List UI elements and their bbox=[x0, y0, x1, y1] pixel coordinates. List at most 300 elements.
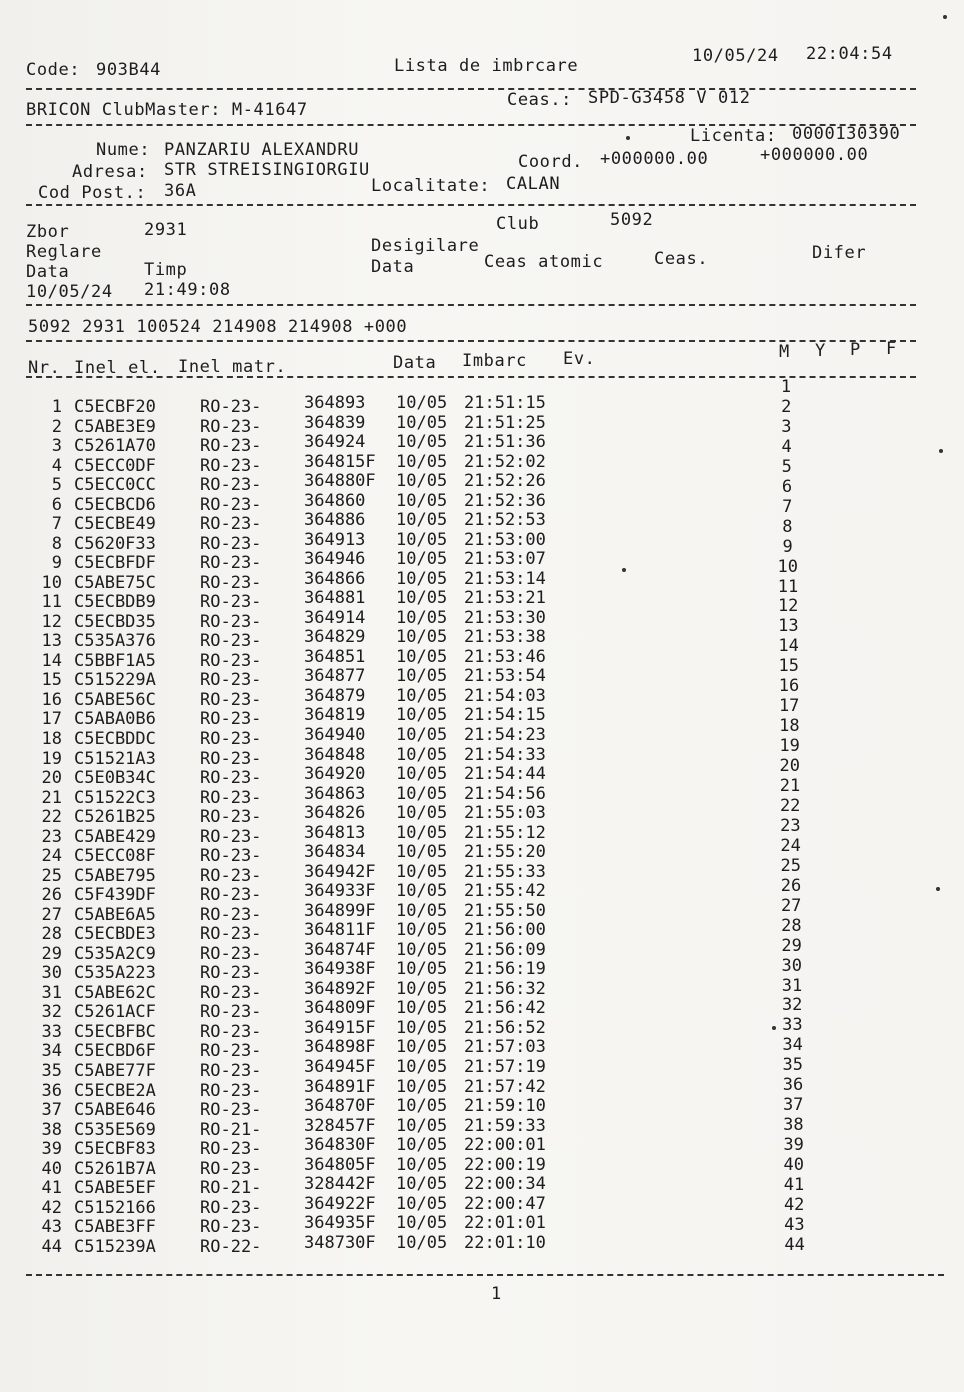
inel-el-cell: C5ECBE49 bbox=[74, 514, 156, 535]
inel-el-cell: C5ABE6A5 bbox=[74, 904, 156, 925]
nr-cell: 37 bbox=[41, 1100, 62, 1121]
ring-number-cell: 364851 bbox=[304, 646, 366, 667]
counter-value: 39 bbox=[783, 1135, 804, 1156]
inel-matr-cell: RO-23- bbox=[200, 1021, 262, 1042]
inel-el-cell: C51521A3 bbox=[74, 748, 156, 769]
ring-number-cell: 328457F bbox=[304, 1115, 376, 1136]
date-cell: 10/05 bbox=[396, 588, 448, 609]
counter-value: 32 bbox=[781, 995, 803, 1016]
nume-value: PANZARIU ALEXANDRU bbox=[164, 140, 360, 160]
nr-cell: 16 bbox=[41, 689, 62, 710]
nr-cell: 42 bbox=[41, 1197, 62, 1218]
time-cell: 21:56:32 bbox=[464, 978, 546, 999]
counter-value: 20 bbox=[779, 756, 801, 777]
counter-value: 35 bbox=[782, 1055, 804, 1076]
inel-el-cell: C5ABE5EF bbox=[74, 1178, 156, 1199]
codpost-label: Cod Post.: bbox=[38, 183, 147, 203]
inel-matr-cell: RO-23- bbox=[200, 1197, 262, 1218]
time-cell: 21:57:19 bbox=[464, 1057, 546, 1078]
date-cell: 10/05 bbox=[396, 646, 448, 667]
date-cell: 10/05 bbox=[396, 412, 448, 433]
device-brand: BRICON ClubMaster: M-41647 bbox=[26, 100, 308, 120]
col-data: Data bbox=[393, 353, 437, 373]
time-cell: 21:53:07 bbox=[464, 549, 546, 570]
counter-value: 12 bbox=[777, 596, 799, 617]
inel-el-cell: C5ABE795 bbox=[74, 865, 156, 886]
time-cell: 22:00:47 bbox=[464, 1193, 546, 1214]
inel-el-cell: C515239A bbox=[74, 1236, 156, 1257]
ring-number-cell: 328442F bbox=[304, 1174, 376, 1195]
ring-number-cell: 364813 bbox=[304, 822, 366, 843]
nr-cell: 5 bbox=[51, 475, 62, 496]
ceas-label: Ceas. bbox=[654, 249, 709, 269]
nr-cell: 23 bbox=[41, 826, 62, 847]
date-cell: 10/05 bbox=[396, 607, 448, 628]
counter-value: 34 bbox=[782, 1035, 803, 1056]
inel-matr-cell: RO-23- bbox=[200, 397, 262, 417]
inel-matr-cell: RO-23- bbox=[200, 1139, 262, 1160]
date-cell: 10/05 bbox=[396, 978, 448, 999]
inel-matr-cell: RO-23- bbox=[200, 729, 262, 750]
date-cell: 10/05 bbox=[396, 920, 448, 941]
inel-el-cell: C5F439DF bbox=[74, 885, 156, 906]
inel-matr-cell: RO-23- bbox=[200, 768, 262, 789]
nr-cell: 15 bbox=[41, 670, 62, 691]
ring-number-cell: 364877 bbox=[304, 666, 366, 687]
date-cell: 10/05 bbox=[396, 1115, 448, 1136]
time-cell: 21:54:33 bbox=[464, 744, 546, 765]
printer-dot bbox=[939, 449, 943, 453]
inel-el-cell: C5ECC08F bbox=[74, 846, 156, 867]
date-cell: 10/05 bbox=[396, 803, 448, 824]
time-cell: 22:01:10 bbox=[464, 1232, 546, 1253]
time-cell: 21:54:23 bbox=[464, 725, 546, 746]
divider bbox=[26, 304, 916, 306]
inel-matr-cell: RO-23- bbox=[200, 514, 262, 535]
inel-matr-cell: RO-23- bbox=[200, 826, 262, 847]
nr-cell: 31 bbox=[41, 982, 62, 1003]
col-y: Y bbox=[815, 341, 826, 361]
counter-value: 41 bbox=[783, 1175, 805, 1195]
time-cell: 21:53:14 bbox=[464, 568, 546, 589]
date-cell: 10/05 bbox=[396, 900, 448, 921]
time-cell: 21:53:38 bbox=[464, 627, 546, 648]
counter-value: 1 bbox=[780, 377, 792, 397]
inel-el-cell: C5ECBE2A bbox=[74, 1080, 156, 1101]
time-cell: 21:52:26 bbox=[464, 471, 546, 492]
time-cell: 21:59:10 bbox=[464, 1096, 546, 1117]
inel-el-cell: C5ECBDE3 bbox=[74, 924, 156, 945]
counter-value: 9 bbox=[782, 536, 793, 557]
inel-matr-cell: RO-23- bbox=[200, 1080, 262, 1101]
summary-line: 5092 2931 100524 214908 214908 +000 bbox=[28, 317, 408, 337]
time-cell: 21:53:46 bbox=[464, 646, 546, 667]
counter-value: 26 bbox=[780, 875, 802, 896]
nr-cell: 30 bbox=[41, 963, 62, 984]
ring-number-cell: 364826 bbox=[304, 803, 366, 824]
inel-matr-cell: RO-23- bbox=[200, 885, 262, 906]
col-ev: Ev. bbox=[563, 349, 596, 369]
ring-number-cell: 364848 bbox=[304, 744, 366, 765]
inel-matr-cell: RO-23- bbox=[200, 689, 262, 710]
date-cell: 10/05 bbox=[396, 1135, 448, 1156]
inel-el-cell: C51522C3 bbox=[74, 787, 156, 808]
counter-value: 5 bbox=[781, 456, 792, 477]
data-label: Data bbox=[26, 262, 70, 282]
nr-cell: 21 bbox=[41, 787, 62, 808]
date-cell: 10/05 bbox=[396, 744, 448, 765]
codpost-value: 36A bbox=[164, 181, 197, 201]
nr-cell: 2 bbox=[51, 416, 62, 437]
counter-value: 7 bbox=[782, 496, 793, 517]
time-cell: 21:52:36 bbox=[464, 490, 546, 511]
inel-matr-cell: RO-23- bbox=[200, 865, 262, 886]
zbor-value: 2931 bbox=[144, 220, 188, 240]
clock-value: SPD-G3458 V 012 bbox=[588, 88, 751, 108]
club-label: Club bbox=[496, 214, 540, 234]
date-cell: 10/05 bbox=[396, 1057, 448, 1078]
counter-value: 40 bbox=[783, 1155, 805, 1176]
inel-matr-cell: RO-23- bbox=[200, 650, 262, 671]
inel-el-cell: C5ECC0CC bbox=[74, 475, 156, 496]
date-cell: 10/05 bbox=[396, 1213, 448, 1234]
nr-cell: 17 bbox=[41, 709, 62, 730]
date-cell: 10/05 bbox=[396, 1154, 448, 1175]
ring-number-cell: 364880F bbox=[304, 471, 376, 492]
date-cell: 10/05 bbox=[396, 1193, 448, 1214]
adresa-value: STR STREISINGIORGIU bbox=[164, 160, 370, 180]
ring-number-cell: 348730F bbox=[304, 1232, 376, 1253]
counter-value: 36 bbox=[782, 1075, 804, 1096]
time-cell: 21:55:50 bbox=[464, 900, 546, 921]
inel-matr-cell: RO-23- bbox=[200, 1041, 262, 1062]
time-cell: 21:51:25 bbox=[464, 412, 546, 433]
ring-number-cell: 364860 bbox=[304, 490, 366, 511]
nr-cell: 20 bbox=[41, 768, 62, 789]
coord-label: Coord. bbox=[518, 152, 584, 172]
counter-value: 17 bbox=[778, 696, 800, 717]
inel-matr-cell: RO-23- bbox=[200, 533, 262, 554]
ring-number-cell: 364874F bbox=[304, 939, 376, 960]
date-cell: 10/05 bbox=[396, 822, 448, 843]
inel-matr-cell: RO-23- bbox=[200, 416, 262, 437]
time-cell: 22:00:19 bbox=[464, 1154, 546, 1175]
counter-value: 33 bbox=[782, 1015, 803, 1036]
inel-el-cell: C5ECC0DF bbox=[74, 455, 156, 476]
time-cell: 21:54:44 bbox=[464, 764, 546, 785]
ring-number-cell: 364881 bbox=[304, 588, 366, 609]
inel-el-cell: C5ABE62C bbox=[74, 982, 156, 1003]
date-cell: 10/05 bbox=[396, 666, 448, 687]
counter-value: 30 bbox=[781, 955, 803, 976]
nr-cell: 28 bbox=[41, 924, 62, 945]
inel-matr-cell: RO-23- bbox=[200, 709, 262, 730]
reglare-time: 21:49:08 bbox=[144, 280, 231, 300]
time-cell: 21:57:42 bbox=[464, 1076, 546, 1097]
inel-el-cell: C535A2C9 bbox=[74, 943, 156, 964]
inel-matr-cell: RO-23- bbox=[200, 982, 262, 1003]
nr-cell: 6 bbox=[51, 494, 62, 515]
nr-cell: 11 bbox=[41, 592, 62, 613]
nr-cell: 40 bbox=[41, 1158, 62, 1179]
counter-value: 24 bbox=[780, 835, 801, 856]
inel-el-cell: C5152166 bbox=[74, 1197, 156, 1218]
inel-el-cell: C5261B25 bbox=[74, 807, 156, 828]
inel-matr-cell: RO-23- bbox=[200, 807, 262, 828]
inel-matr-cell: RO-23- bbox=[200, 436, 262, 457]
date-cell: 10/05 bbox=[396, 432, 448, 453]
time-cell: 21:56:00 bbox=[464, 920, 546, 941]
inel-el-cell: C5ABA0B6 bbox=[74, 709, 156, 730]
data2-label: Data bbox=[371, 257, 415, 277]
inel-el-cell: C5ECBF20 bbox=[74, 397, 156, 417]
counter-value: 4 bbox=[781, 436, 792, 457]
ring-number-cell: 364946 bbox=[304, 549, 366, 570]
nr-cell: 41 bbox=[41, 1178, 62, 1199]
time-cell: 21:53:00 bbox=[464, 529, 546, 550]
date-cell: 10/05 bbox=[396, 1037, 448, 1058]
date-cell: 10/05 bbox=[396, 783, 448, 804]
counter-value: 31 bbox=[781, 975, 803, 996]
time-cell: 21:55:33 bbox=[464, 861, 546, 882]
ring-number-cell: 364830F bbox=[304, 1135, 376, 1156]
time-cell: 21:57:03 bbox=[464, 1037, 546, 1058]
inel-el-cell: C5ECBD6F bbox=[74, 1041, 156, 1062]
nr-cell: 33 bbox=[41, 1021, 62, 1042]
printer-dot bbox=[936, 887, 940, 891]
inel-el-cell: C5ABE56C bbox=[74, 689, 156, 710]
divider bbox=[26, 1274, 944, 1276]
inel-el-cell: C5ECBD35 bbox=[74, 611, 156, 632]
date-cell: 10/05 bbox=[396, 764, 448, 785]
inel-matr-cell: RO-23- bbox=[200, 670, 262, 691]
divider bbox=[26, 204, 916, 206]
inel-matr-cell: RO-22- bbox=[200, 1236, 262, 1257]
nr-cell: 43 bbox=[41, 1217, 62, 1238]
date-cell: 10/05 bbox=[396, 471, 448, 492]
ring-number-cell: 364899F bbox=[304, 900, 376, 921]
coord-x: +000000.00 bbox=[600, 149, 709, 169]
clock-label: Ceas.: bbox=[507, 90, 573, 110]
time-cell: 21:53:30 bbox=[464, 607, 546, 628]
inel-matr-cell: RO-23- bbox=[200, 553, 262, 574]
inel-matr-cell: RO-23- bbox=[200, 904, 262, 925]
date-cell: 10/05 bbox=[396, 685, 448, 706]
time-cell: 21:55:12 bbox=[464, 822, 546, 843]
counter-value: 16 bbox=[778, 676, 800, 697]
ring-number-cell: 364935F bbox=[304, 1213, 376, 1234]
localitate-value: CALAN bbox=[506, 174, 561, 194]
counter-value: 14 bbox=[778, 636, 799, 657]
ring-number-cell: 364809F bbox=[304, 998, 376, 1019]
printer-dot bbox=[626, 136, 630, 140]
inel-el-cell: C5ABE3FF bbox=[74, 1217, 156, 1238]
time-cell: 21:59:33 bbox=[464, 1115, 546, 1136]
time-cell: 22:00:34 bbox=[464, 1174, 546, 1195]
col-p: P bbox=[850, 340, 861, 360]
licenta-label: Licenta: bbox=[690, 126, 777, 146]
inel-matr-cell: RO-23- bbox=[200, 787, 262, 808]
date-cell: 10/05 bbox=[396, 1017, 448, 1038]
licenta-value: 0000130390 bbox=[792, 124, 901, 144]
ring-number-cell: 364924 bbox=[304, 432, 366, 453]
inel-el-cell: C5261A70 bbox=[74, 436, 156, 457]
date-cell: 10/05 bbox=[396, 1174, 448, 1195]
inel-matr-cell: RO-23- bbox=[200, 1217, 262, 1238]
counter-value: 23 bbox=[780, 815, 801, 836]
counter-value: 19 bbox=[779, 736, 800, 757]
date-cell: 10/05 bbox=[396, 881, 448, 902]
difer-label: Difer bbox=[812, 243, 867, 263]
printer-dot bbox=[943, 15, 947, 19]
counter-value: 38 bbox=[783, 1115, 804, 1136]
counter-value: 22 bbox=[779, 795, 801, 816]
inel-el-cell: C535A223 bbox=[74, 963, 156, 984]
time-cell: 21:54:03 bbox=[464, 685, 546, 706]
nr-cell: 9 bbox=[51, 553, 62, 574]
col-nr: Nr. bbox=[28, 358, 61, 378]
counter-value: 44 bbox=[784, 1234, 805, 1255]
counter-value: 8 bbox=[782, 516, 793, 537]
inel-el-cell: C5620F33 bbox=[74, 533, 156, 554]
counter-value: 28 bbox=[781, 915, 802, 936]
print-time: 22:04:54 bbox=[806, 44, 893, 64]
date-cell: 10/05 bbox=[396, 861, 448, 882]
nume-label: Nume: bbox=[96, 140, 151, 160]
counter-value: 27 bbox=[780, 895, 802, 916]
reglare-label: Reglare bbox=[26, 242, 102, 262]
inel-el-cell: C5ABE646 bbox=[74, 1100, 156, 1121]
inel-el-cell: C5ABE75C bbox=[74, 572, 156, 593]
nr-cell: 44 bbox=[41, 1236, 62, 1257]
inel-el-cell: C535A376 bbox=[74, 631, 156, 652]
reglare-date: 10/05/24 bbox=[26, 282, 113, 302]
date-cell: 10/05 bbox=[396, 549, 448, 570]
ring-number-cell: 364805F bbox=[304, 1154, 376, 1175]
inel-matr-cell: RO-21- bbox=[200, 1119, 262, 1140]
nr-cell: 3 bbox=[51, 436, 62, 457]
counter-value: 15 bbox=[778, 656, 800, 677]
date-cell: 10/05 bbox=[396, 1232, 448, 1253]
inel-el-cell: C5ECBDB9 bbox=[74, 592, 156, 613]
date-cell: 10/05 bbox=[396, 1076, 448, 1097]
inel-matr-cell: RO-23- bbox=[200, 631, 262, 652]
inel-el-cell: C5E0B34C bbox=[74, 768, 156, 789]
counter-value: 21 bbox=[779, 776, 801, 796]
desigilare-label: Desigilare bbox=[371, 236, 480, 256]
inel-matr-cell: RO-23- bbox=[200, 1002, 262, 1023]
col-inel-el: Inel el. bbox=[74, 358, 161, 378]
time-cell: 21:55:20 bbox=[464, 842, 546, 863]
divider bbox=[26, 88, 916, 90]
date-cell: 10/05 bbox=[396, 842, 448, 863]
nr-cell: 4 bbox=[51, 455, 62, 476]
ring-number-cell: 364922F bbox=[304, 1193, 376, 1214]
ring-number-cell: 364891F bbox=[304, 1076, 376, 1097]
counter-value: 25 bbox=[780, 855, 802, 876]
date-cell: 10/05 bbox=[396, 725, 448, 746]
inel-el-cell: C5ECBFDF bbox=[74, 553, 156, 574]
ring-number-cell: 364886 bbox=[304, 510, 366, 531]
nr-cell: 39 bbox=[41, 1139, 62, 1160]
time-cell: 21:51:36 bbox=[464, 432, 546, 453]
inel-matr-cell: RO-23- bbox=[200, 611, 262, 632]
col-f: F bbox=[886, 339, 897, 359]
ring-number-cell: 364892F bbox=[304, 978, 376, 999]
col-inel-matr: Inel matr. bbox=[178, 357, 287, 377]
page-number: 1 bbox=[491, 1284, 502, 1304]
inel-matr-cell: RO-21- bbox=[200, 1178, 262, 1199]
time-cell: 21:56:19 bbox=[464, 959, 546, 980]
inel-el-cell: C5ECBCD6 bbox=[74, 494, 156, 515]
time-cell: 21:51:15 bbox=[464, 393, 546, 413]
nr-cell: 35 bbox=[41, 1061, 62, 1082]
coord-y: +000000.00 bbox=[760, 145, 869, 165]
date-cell: 10/05 bbox=[396, 568, 448, 589]
code-value: 903B44 bbox=[96, 60, 162, 80]
inel-matr-cell: RO-23- bbox=[200, 924, 262, 945]
ring-number-cell: 364829 bbox=[304, 627, 366, 648]
nr-cell: 7 bbox=[51, 514, 62, 535]
nr-cell: 12 bbox=[41, 611, 62, 632]
inel-el-cell: C535E569 bbox=[74, 1119, 156, 1140]
time-cell: 21:54:56 bbox=[464, 783, 546, 804]
inel-matr-cell: RO-23- bbox=[200, 1100, 262, 1121]
inel-el-cell: C5261ACF bbox=[74, 1002, 156, 1023]
inel-matr-cell: RO-23- bbox=[200, 943, 262, 964]
ring-number-cell: 364913 bbox=[304, 529, 366, 550]
time-cell: 21:52:02 bbox=[464, 451, 546, 472]
date-cell: 10/05 bbox=[396, 939, 448, 960]
counter-value: 6 bbox=[781, 476, 793, 497]
ring-number-cell: 364938F bbox=[304, 959, 376, 980]
nr-cell: 32 bbox=[41, 1002, 62, 1023]
nr-cell: 19 bbox=[41, 748, 62, 769]
nr-cell: 8 bbox=[51, 533, 62, 554]
ring-number-cell: 364839 bbox=[304, 412, 366, 433]
inel-matr-cell: RO-23- bbox=[200, 455, 262, 476]
ring-number-cell: 364879 bbox=[304, 685, 366, 706]
date-cell: 10/05 bbox=[396, 998, 448, 1019]
time-cell: 21:54:15 bbox=[464, 705, 546, 726]
ring-number-cell: 364945F bbox=[304, 1057, 376, 1078]
inel-matr-cell: RO-23- bbox=[200, 1158, 262, 1179]
date-cell: 10/05 bbox=[396, 510, 448, 531]
ring-number-cell: 364815F bbox=[304, 451, 376, 472]
inel-matr-cell: RO-23- bbox=[200, 963, 262, 984]
counter-value: 3 bbox=[781, 416, 792, 437]
ring-number-cell: 364870F bbox=[304, 1096, 376, 1117]
ring-number-cell: 364811F bbox=[304, 920, 376, 941]
col-m: M bbox=[779, 342, 790, 362]
time-cell: 22:00:01 bbox=[464, 1135, 546, 1156]
code-label: Code: bbox=[26, 60, 81, 80]
nr-cell: 27 bbox=[41, 904, 62, 925]
counter-value: 42 bbox=[783, 1194, 805, 1215]
ring-number-cell: 364942F bbox=[304, 861, 376, 882]
ring-number-cell: 364933F bbox=[304, 881, 376, 902]
nr-cell: 22 bbox=[41, 807, 62, 828]
inel-el-cell: C5ABE429 bbox=[74, 826, 156, 847]
inel-el-cell: C5ECBFBC bbox=[74, 1021, 156, 1042]
ring-number-cell: 364819 bbox=[304, 705, 366, 726]
inel-el-cell: C5ECBDDC bbox=[74, 729, 156, 750]
inel-el-cell: C515229A bbox=[74, 670, 156, 691]
page-title: Lista de imbrcare bbox=[394, 56, 579, 76]
date-cell: 10/05 bbox=[396, 393, 448, 413]
inel-matr-cell: RO-23- bbox=[200, 1061, 262, 1082]
ring-number-cell: 364863 bbox=[304, 783, 366, 804]
